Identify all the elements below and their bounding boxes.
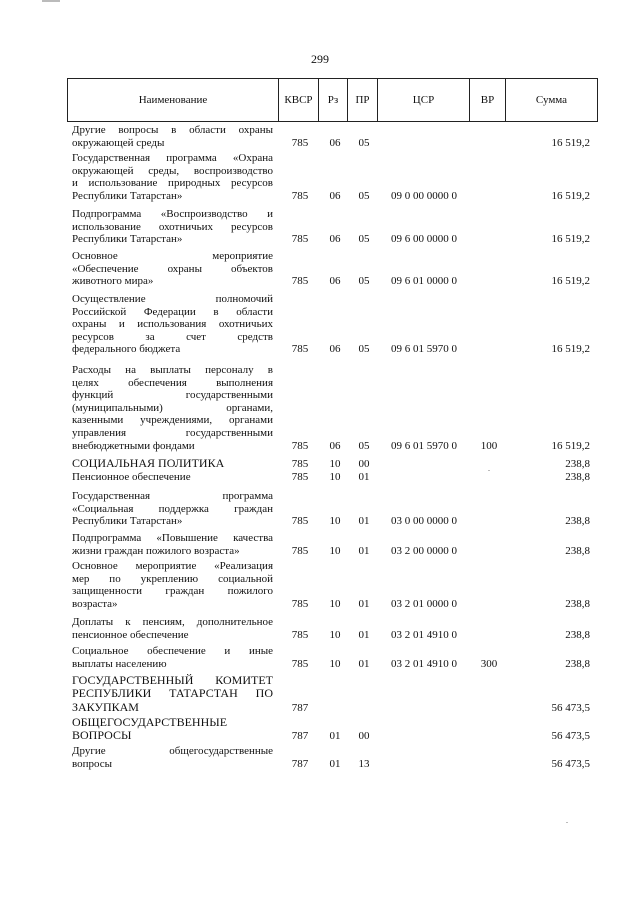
cell-pr: 00 xyxy=(358,457,370,470)
cell-vr: 300 xyxy=(480,657,498,670)
table-row xyxy=(0,716,640,743)
row-name xyxy=(72,532,273,557)
cell-sum: 56 473,5 xyxy=(551,757,590,770)
row-name-line: Государственная программа «Охрана xyxy=(72,152,273,164)
cell-kvsr: 785 xyxy=(291,439,309,452)
row-name-line: Подпрограмма «Повышение качества xyxy=(72,532,273,544)
column-header-rz: Рз xyxy=(319,79,348,121)
row-name-line: Российской Федерации в области xyxy=(72,305,273,318)
cell-rz: 06 xyxy=(329,439,341,452)
row-name-line: ГОСУДАРСТВЕННЫЙ КОМИТЕТ xyxy=(72,673,273,687)
table-row xyxy=(0,124,640,149)
scan-mark xyxy=(42,0,60,2)
table-row xyxy=(0,250,640,288)
row-name-line: СОЦИАЛЬНАЯ ПОЛИТИКА xyxy=(72,456,225,470)
row-name-line: «Социальная поддержка граждан xyxy=(72,502,273,515)
cell-pr: 01 xyxy=(358,515,370,528)
cell-kvsr: 785 xyxy=(291,657,309,670)
cell-kvsr: 785 xyxy=(291,189,309,202)
cell-csr: 09 6 01 5970 0 xyxy=(391,439,457,452)
cell-kvsr: 787 xyxy=(291,757,309,770)
row-name xyxy=(72,745,273,770)
cell-kvsr: 785 xyxy=(291,515,309,528)
column-header-kvsr: КВСР xyxy=(279,79,319,121)
row-name-line: Социальное обеспечение и иные xyxy=(72,645,273,657)
row-name-line: окружающей среды xyxy=(72,136,165,149)
cell-rz: 06 xyxy=(329,275,341,288)
cell-pr: 05 xyxy=(358,189,370,202)
row-name-line: ВОПРОСЫ xyxy=(72,728,132,743)
column-header-name: Наименование xyxy=(68,79,279,121)
row-name xyxy=(72,490,273,528)
cell-rz: 10 xyxy=(329,544,341,557)
row-name xyxy=(72,152,273,202)
table-row xyxy=(0,645,640,670)
table-row xyxy=(0,532,640,557)
cell-rz: 01 xyxy=(329,730,341,743)
table-row xyxy=(0,293,640,356)
cell-csr: 09 6 00 0000 0 xyxy=(391,233,457,246)
cell-sum: 16 519,2 xyxy=(551,189,590,202)
row-name-line: охраны и использования охотничьих xyxy=(72,318,273,331)
row-name-line: управления государственными xyxy=(72,426,273,439)
cell-csr: 03 2 01 4910 0 xyxy=(391,657,457,670)
cell-csr: 03 2 00 0000 0 xyxy=(391,544,457,557)
row-name-line: функций государственными xyxy=(72,389,273,402)
cell-csr: 09 0 00 0000 0 xyxy=(391,189,457,202)
cell-pr: 01 xyxy=(358,657,370,670)
cell-kvsr: 785 xyxy=(291,275,309,288)
cell-pr: 05 xyxy=(358,343,370,356)
row-name-line: Республики Татарстан» xyxy=(72,189,183,202)
cell-rz: 10 xyxy=(329,628,341,641)
cell-csr: 03 2 01 4910 0 xyxy=(391,628,457,641)
row-name-line: (муниципальными) органами, xyxy=(72,401,273,414)
row-name-line: Основное мероприятие «Реализация xyxy=(72,560,273,572)
row-name-line: Осуществление полномочий xyxy=(72,293,273,305)
row-name-line: выплаты населению xyxy=(72,657,167,670)
cell-sum: 16 519,2 xyxy=(551,343,590,356)
cell-kvsr: 785 xyxy=(291,457,309,470)
table-row xyxy=(0,471,640,484)
cell-pr: 01 xyxy=(358,544,370,557)
cell-rz: 06 xyxy=(329,189,341,202)
cell-rz: 06 xyxy=(329,233,341,246)
row-name-line: Доплаты к пенсиям, дополнительное xyxy=(72,616,273,628)
cell-sum: 238,8 xyxy=(565,457,590,470)
cell-sum: 238,8 xyxy=(565,657,590,670)
table-row xyxy=(0,364,640,452)
row-name-line: пенсионное обеспечение xyxy=(72,628,189,641)
cell-csr: 03 0 00 0000 0 xyxy=(391,515,457,528)
cell-sum: 238,8 xyxy=(565,628,590,641)
row-name xyxy=(72,645,273,670)
row-name-line: использование охотничьих ресурсов xyxy=(72,220,273,233)
cell-sum: 238,8 xyxy=(565,544,590,557)
table-row xyxy=(0,616,640,641)
cell-kvsr: 785 xyxy=(291,544,309,557)
row-name-line: федерального бюджета xyxy=(72,343,181,356)
table-row xyxy=(0,490,640,528)
cell-pr: 05 xyxy=(358,233,370,246)
column-header-vr: ВР xyxy=(470,79,506,121)
scan-speck xyxy=(488,470,490,471)
row-name xyxy=(72,560,273,610)
column-header-sum: Сумма xyxy=(535,94,568,106)
row-name xyxy=(72,471,273,484)
cell-sum: 16 519,2 xyxy=(551,439,590,452)
cell-pr: 05 xyxy=(358,275,370,288)
row-name-line: ЗАКУПКАМ xyxy=(72,699,139,714)
cell-pr: 01 xyxy=(358,628,370,641)
cell-pr: 13 xyxy=(358,757,370,770)
row-name xyxy=(72,616,273,641)
cell-rz: 10 xyxy=(329,457,341,470)
cell-sum: 238,8 xyxy=(565,471,590,483)
cell-rz: 06 xyxy=(329,136,341,149)
cell-pr: 00 xyxy=(358,730,370,743)
table-row xyxy=(0,745,640,770)
cell-csr: 09 6 01 0000 0 xyxy=(391,275,457,288)
row-name-line: РЕСПУБЛИКИ ТАТАРСТАН ПО xyxy=(72,686,273,701)
row-name-line: жизни граждан пожилого возраста» xyxy=(72,544,240,557)
row-name xyxy=(72,674,273,714)
column-header-csr: ЦСР xyxy=(378,79,470,121)
row-name-line: Расходы на выплаты персоналу в xyxy=(72,364,273,376)
table-row xyxy=(0,674,640,714)
cell-kvsr: 785 xyxy=(291,136,309,149)
cell-sum: 56 473,5 xyxy=(551,730,590,743)
row-name-line: окружающей среды, воспроизводство xyxy=(72,164,273,177)
cell-rz: 10 xyxy=(329,657,341,670)
row-name-line: Государственная программа xyxy=(72,490,273,502)
row-name-line: «Обеспечение охраны объектов xyxy=(72,262,273,275)
cell-sum: 16 519,2 xyxy=(551,233,590,246)
cell-rz: 01 xyxy=(329,757,341,770)
table-header xyxy=(67,78,598,122)
cell-sum: 238,8 xyxy=(565,515,590,528)
row-name xyxy=(72,250,273,288)
table-row xyxy=(0,457,640,470)
cell-kvsr: 785 xyxy=(291,343,309,356)
row-name-line: Другие вопросы в области охраны xyxy=(72,124,273,136)
row-name-line: защищенности граждан пожилого xyxy=(72,585,273,598)
row-name-line: ОБЩЕГОСУДАРСТВЕННЫЕ xyxy=(72,715,228,729)
cell-sum: 238,8 xyxy=(565,597,590,610)
cell-pr: 05 xyxy=(358,439,370,452)
cell-pr: 01 xyxy=(358,597,370,610)
row-name-line: вопросы xyxy=(72,757,113,770)
row-name-line: казенными учреждениями, органами xyxy=(72,414,273,427)
cell-pr: 05 xyxy=(358,136,370,149)
cell-csr: 09 6 01 5970 0 xyxy=(391,343,457,356)
cell-kvsr: 785 xyxy=(291,628,309,641)
cell-kvsr: 787 xyxy=(291,730,309,743)
scan-speck xyxy=(566,822,568,823)
row-name-line: Пенсионное обеспечение xyxy=(72,471,191,483)
cell-rz: 06 xyxy=(329,343,341,356)
column-header-pr: ПР xyxy=(348,79,378,121)
cell-rz: 10 xyxy=(329,597,341,610)
cell-kvsr: 785 xyxy=(291,233,309,246)
row-name xyxy=(72,208,273,246)
row-name xyxy=(72,716,273,743)
cell-sum: 56 473,5 xyxy=(551,701,590,714)
row-name xyxy=(72,364,273,452)
page-number: 299 xyxy=(311,52,329,66)
row-name-line: и использование природных ресурсов xyxy=(72,177,273,190)
cell-csr: 03 2 01 0000 0 xyxy=(391,597,457,610)
cell-kvsr: 785 xyxy=(291,471,309,483)
row-name xyxy=(72,293,273,356)
table-row xyxy=(0,152,640,202)
cell-sum: 16 519,2 xyxy=(551,136,590,149)
row-name xyxy=(72,124,273,149)
row-name-line: мер по укреплению социальной xyxy=(72,572,273,585)
cell-vr: 100 xyxy=(480,439,498,452)
table-row xyxy=(0,208,640,246)
row-name-line: Республики Татарстан» xyxy=(72,233,183,246)
row-name-line: Подпрограмма «Воспроизводство и xyxy=(72,208,273,220)
row-name-line: внебюджетными фондами xyxy=(72,439,195,452)
row-name-line: возраста» xyxy=(72,597,118,610)
row-name-line: Основное мероприятие xyxy=(72,250,273,262)
row-name-line: Республики Татарстан» xyxy=(72,515,183,528)
row-name-line: ресурсов за счет средств xyxy=(72,330,273,343)
cell-rz: 10 xyxy=(329,515,341,528)
row-name-line: Другие общегосударственные xyxy=(72,745,273,757)
row-name xyxy=(72,457,273,470)
row-name-line: целях обеспечения выполнения xyxy=(72,376,273,389)
cell-kvsr: 787 xyxy=(291,701,309,714)
table-row xyxy=(0,560,640,610)
row-name-line: животного мира» xyxy=(72,275,154,288)
cell-sum: 16 519,2 xyxy=(551,275,590,288)
cell-kvsr: 785 xyxy=(291,597,309,610)
cell-rz: 10 xyxy=(329,471,341,483)
cell-pr: 01 xyxy=(358,471,370,483)
